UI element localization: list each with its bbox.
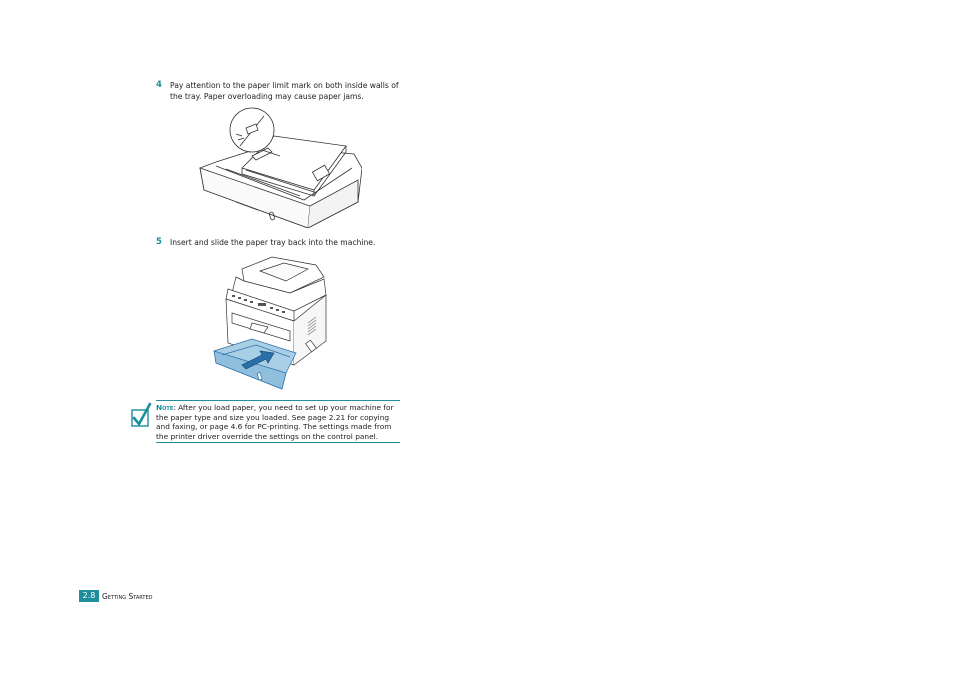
step-text: Insert and slide the paper tray back into the machine.	[170, 238, 376, 247]
note-label: Note	[156, 403, 174, 412]
step-number: 5	[156, 237, 162, 247]
step-text: Pay attention to the paper limit mark on both inside walls of the tray. Paper overloading may cause paper jams.	[170, 81, 399, 101]
note-box	[130, 400, 402, 444]
note-text: : After you load paper, you need to set up your machine for the paper type and size you loaded. See page 2.21 for copying and faxing, or page 4.6 for PC-printing. The settings made from the printer driver override the settings on the control panel.	[156, 403, 394, 441]
printer-illustration	[212, 255, 332, 390]
section-title: Getting Started	[102, 592, 153, 601]
note-bottom-rule	[156, 442, 400, 443]
step-number: 4	[156, 80, 162, 90]
note-text-block	[156, 403, 400, 441]
paper-tray-illustration	[196, 106, 362, 228]
page-number: 2.8	[79, 590, 99, 602]
note-top-rule	[156, 400, 400, 401]
checkmark-icon	[130, 402, 152, 430]
